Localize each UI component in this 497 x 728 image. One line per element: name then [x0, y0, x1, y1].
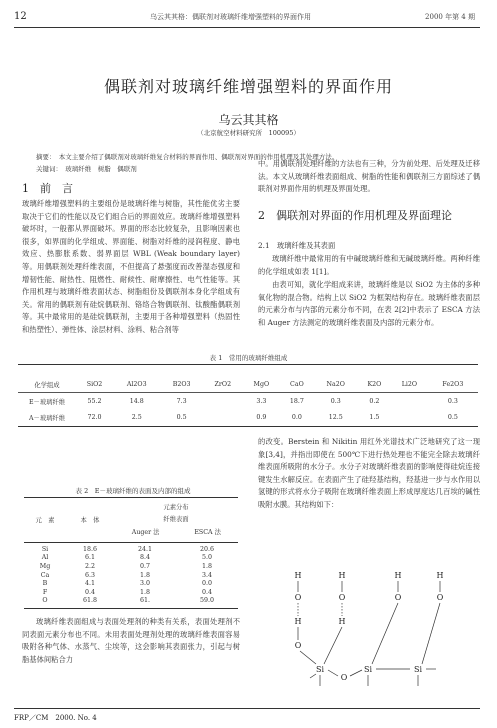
- footer-journal: FRP／CM 2000. No. 4: [14, 714, 97, 722]
- table-2-cell: 24.1: [137, 545, 153, 553]
- table-1-cell: 1.5: [369, 413, 380, 421]
- table-1: [18, 376, 478, 425]
- table-1-cell: 0.2: [369, 397, 380, 405]
- table-1-cell: [203, 393, 243, 410]
- atom-label: H: [338, 617, 346, 626]
- table-1-cell: 0.5: [176, 413, 187, 421]
- table-2-cell: 0.4: [201, 588, 212, 596]
- table-1-header-cell: CaO: [290, 380, 304, 388]
- atom-label: O: [294, 641, 302, 650]
- table-2-cell: 6.3: [84, 571, 95, 579]
- table-1-header-cell: SiO2: [86, 380, 103, 388]
- table-2-col-element: 元 素: [35, 516, 55, 524]
- bond-line: [372, 603, 398, 664]
- left-lower-text: 玻璃纤维表面组成与表面处理剂的种类有关系，表面处理剂不同表面元素分布也不同。未用表面处理剂处理的玻璃纤维表面容易吸附各种气体、水蒸气、尘埃等，这会影响其表面张力，引起与树脂基体间粘合力: [22, 617, 240, 664]
- table-1-cell: 72.0: [87, 413, 102, 421]
- table-1-cell: 18.7: [289, 397, 304, 405]
- para-composition: 由表可知，就化学组成来讲，玻璃纤维是以 SiO2 为主体的多种氧化物的混合物。结构上以 SiO2 为框架结构存在。玻璃纤维表面层的元素分布与内部的元素分布不同，在表 2[2]中表示了 ESCA 方法和 Auger 方法测定的玻璃纤维表面及内部的元素分布。: [258, 280, 480, 327]
- bond-line: [300, 651, 316, 664]
- table-2-row: [24, 588, 238, 597]
- atom-label: O: [294, 593, 302, 602]
- table-2-caption: 表 2 E－玻璃纤维的表面及内部的组成: [75, 487, 191, 495]
- table-2-mid-rule: [24, 542, 238, 543]
- table-2-body: [24, 545, 238, 605]
- table-2-bottom-rule: [24, 608, 238, 609]
- table-1-cell: [203, 409, 243, 425]
- atom-label: H: [338, 571, 346, 580]
- table-1-header-cell: MgO: [253, 380, 270, 388]
- table-2-cell: 3.0: [139, 580, 150, 588]
- table-2-cell: 18.6: [82, 545, 98, 553]
- atom-label: Si: [363, 665, 373, 674]
- table-1-top-rule: [18, 364, 478, 365]
- bond-line: [328, 670, 338, 676]
- table-2-cell: 1.8: [139, 588, 150, 596]
- table-2-cell: 20.6: [199, 545, 215, 553]
- table-2-cell: 1.8: [139, 571, 150, 579]
- table-1-cell: 14.8: [129, 397, 144, 405]
- table-2-cell: Ca: [40, 571, 50, 579]
- table-2-cell: Mg: [39, 562, 51, 570]
- table-1-caption: 表 1 常用的玻璃纤维组成: [209, 354, 288, 362]
- table-1-cell: [391, 393, 428, 410]
- table-2-cell: 61.: [139, 597, 150, 605]
- footer-rule: [14, 708, 480, 709]
- bond-line: [310, 674, 316, 678]
- abstract-text: 摘要： 本文主要介绍了偶联剂对玻璃纤维复合材料的界面作用、偶联剂对界面的作用机理及其处理方法。: [36, 153, 339, 161]
- table-2-cell: Si: [41, 545, 49, 553]
- table-1-header-cell: Al2O3: [126, 380, 147, 388]
- table-2-cell: 4.1: [84, 580, 95, 588]
- atom-label: O: [394, 593, 402, 602]
- table-1-cell: 55.2: [87, 397, 102, 405]
- table-2-row: [24, 597, 238, 606]
- table-1-cell: 12.5: [328, 413, 343, 421]
- table-2-cell: F: [42, 588, 48, 596]
- table-1-bottom-rule: [18, 426, 478, 427]
- issue-label: 2000 年第 4 期: [425, 13, 475, 21]
- keywords-text: 关键词： 玻璃纤维 树脂 偶联剂: [36, 165, 137, 173]
- atom-label: O: [436, 593, 444, 602]
- table-2-cell: 59.0: [199, 597, 215, 605]
- table-2-cell: 2.2: [84, 562, 95, 570]
- table-1-header-cell: Na2O: [326, 380, 345, 388]
- table-1-cell: 7.3: [176, 397, 187, 405]
- table-1-cell: 0.3: [330, 397, 341, 405]
- table-2-cell: 6.1: [84, 554, 95, 562]
- table-2-cell: B: [42, 580, 48, 588]
- table-2-group-header: 元素分布: [163, 503, 189, 511]
- table-2-cell: 0.7: [139, 562, 150, 570]
- table-1-header-row: [18, 376, 478, 393]
- atom-label: Si: [413, 665, 423, 674]
- table-1-header-cell: Li2O: [401, 380, 418, 388]
- table-2-cell: 8.4: [139, 554, 150, 562]
- table-2-top-rule: [24, 497, 238, 498]
- table-1-cell: 3.3: [256, 397, 267, 405]
- header-rule: [14, 27, 480, 28]
- table-2-cell: 61.8: [82, 597, 98, 605]
- table-1-header-cell: Fe2O3: [442, 380, 464, 388]
- page-number: 12: [14, 11, 27, 22]
- atom-label: O: [340, 673, 348, 682]
- table-2-row: [24, 579, 238, 588]
- table-2-col-auger: Auger 法: [131, 528, 160, 536]
- table-1-cell: 0.5: [447, 413, 458, 421]
- page-header: [0, 8, 497, 28]
- table-2-cell: 0.4: [84, 588, 95, 596]
- table-2-sub-header: 纤维表面: [163, 515, 189, 523]
- article-title: 偶联剂对玻璃纤维增强塑料的界面作用: [103, 77, 393, 96]
- atom-label: H: [294, 571, 302, 580]
- table-2-cell: 0.0: [201, 580, 212, 588]
- table-2-cell: Al: [41, 554, 49, 562]
- table-1-cell: 0.0: [291, 413, 302, 421]
- table-1-header-cell: ZrO2: [214, 380, 232, 388]
- table-2-col-esca: ESCA 法: [194, 528, 221, 536]
- para-glass-fiber: 玻璃纤维中最常用的有中碱玻璃纤维和无碱玻璃纤维。两种纤维的化学组成如表 1[1]。: [258, 254, 480, 276]
- bond-line: [422, 603, 440, 664]
- table-1-cell: [391, 409, 428, 425]
- table-1-row: [18, 409, 478, 425]
- atom-label: O: [338, 593, 346, 602]
- table-1-cell: 0.3: [447, 397, 458, 405]
- table-2-row: [24, 562, 238, 571]
- article-author: 乌云其其格: [218, 113, 279, 127]
- right-lower-text: 的改变。Berstein 和 Nikitin 用红外光谱技术广泛地研究了这一现象[3,4]，并指出即使在 500℃下进行热处理也不能完全除去玻璃纤维表面所吸附的水分子。水分子对玻璃纤维表面的影响使得硅烷连接键发生水解反应。在表面产生了硅羟基结构，羟基进一步与水作用以氢键的形式将水分子吸附在玻璃纤维表面上形成厚度达几百埃的碱性吸附水膜。其结构如下：: [258, 437, 480, 509]
- bond-line: [324, 627, 342, 664]
- atom-label: H: [436, 571, 444, 580]
- section-1-text: 玻璃纤维增强塑料的主要组份是玻璃纤维与树脂，其性能优劣主要取决于它们的性能以及它们组合后的界面效应。玻璃纤维增强塑料破坏时，一般都从界面破坏。界面的形态比较复杂，且影响因素也很多，如界面的化学组成、界面能、树脂对纤维的浸润程度、静电效应、热膨胀系数、弱界面层 WBL (Weak boundary layer) 等。用偶联剂处理纤维表面，不但提高了悬强度而改善湿态强度和增韧性能、耐热性、阻燃性、耐候性、耐摩擦性、电气性能等。其作用机理与玻璃纤维表面状态、树脂组份及偶联剂本身化学组成有关。常用的偶联剂有硅烷偶联剂、铬络合物偶联剂、钛酸酯偶联剂等。其中最常用的是硅烷偶联剂，主要用于各种增强塑料（热固性和热塑性）、弹性体、涂层材料、涂料、粘合剂等: [22, 199, 240, 334]
- running-title: 乌云其其格：偶联剂对玻璃纤维增强塑料的界面作用: [150, 13, 311, 21]
- table-2-cell: 1.8: [201, 562, 212, 570]
- table-2-row: [24, 571, 238, 580]
- table-1-header-cell: 化学组成: [34, 381, 60, 389]
- table-2-cell: 3.4: [201, 571, 212, 579]
- section-1-heading: 1 前 言: [22, 182, 73, 195]
- table-1-cell: 0.9: [256, 413, 267, 421]
- atom-label: H: [294, 617, 302, 626]
- table-2-cell: O: [42, 597, 48, 605]
- continuation-text: 中。用偶联剂处理纤维的方法也有三种，分为前处理、后处理及迁移法。本文从玻璃纤维表面组成、树脂的性能和偶联剂三方面综述了偶联剂对界面作用的机理及界面处理。: [258, 159, 480, 194]
- atom-label: H: [394, 571, 402, 580]
- table-2-cell: 5.0: [201, 554, 212, 562]
- table-1-row: [18, 393, 478, 410]
- table-2-col-body: 本 体: [80, 516, 100, 524]
- author-affiliation: （北京航空材料研究所 100095）: [197, 129, 300, 137]
- table-2-header: [24, 500, 238, 538]
- table-1-header-cell: B2O3: [172, 380, 191, 388]
- silanol-structure-diagram: [280, 566, 460, 696]
- table-2-row: [24, 554, 238, 563]
- subsection-2-1-heading: 2.1 玻璃纤维及其表面: [258, 241, 336, 250]
- table-1-cell: E－玻璃纤维: [28, 398, 66, 406]
- table-2-row: [24, 545, 238, 554]
- table-1-cell: A－玻璃纤维: [28, 414, 66, 422]
- table-1-header-cell: K2O: [367, 380, 382, 388]
- table-1-cell: 2.5: [131, 413, 142, 421]
- atom-label: Si: [315, 665, 325, 674]
- bond-line: [350, 670, 362, 676]
- section-2-heading: 2 偶联剂对界面的作用机理及界面理论: [258, 209, 452, 222]
